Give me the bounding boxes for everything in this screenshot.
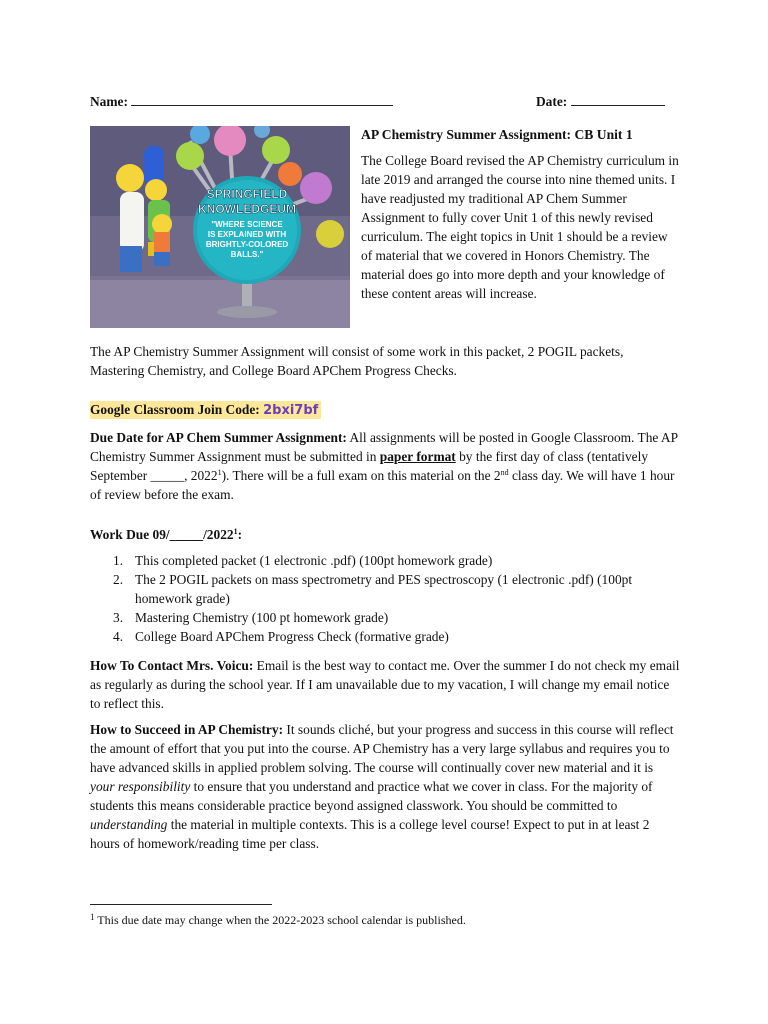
name-field — [90, 92, 393, 111]
due-text-3: ). There will be a full exam on this material on the 2 — [221, 468, 501, 483]
intro-paragraph: The College Board revised the AP Chemistry curriculum in late 2019 and arranged the course into nine themed units. I have readjusted my traditional AP Chem Summer Assignment to fully cover Unit 1 of this newly revised curriculum. The eight topics in Unit 1 should be a review of material that we covered in Honors Chemistry. The material does go into more depth and your knowledge of these content areas will increase. — [361, 153, 679, 301]
list-item — [90, 627, 680, 646]
due-date-label: Due Date for AP Chem Summer Assignment: — [90, 430, 347, 445]
succeed-text-3: the material in multiple contexts. This is a college level course! Expect to put in at least 2 hours of homework/reading time per class. — [90, 817, 650, 851]
work-due-label: Work Due 09/_____/2022 — [90, 527, 234, 542]
due-text-4: class day. We will have 1 hour of review before the exam. — [90, 468, 675, 502]
date-label: Date: — [536, 94, 568, 109]
sign-caption-4: BALLS." — [230, 250, 264, 259]
springfield-knowledgeum-image — [90, 126, 350, 328]
join-code-line — [90, 400, 680, 420]
list-text: Mastering Chemistry (100 pt homework grade) — [135, 610, 389, 625]
list-number: 4. — [113, 629, 124, 644]
succeed-paragraph — [90, 720, 680, 853]
header-fields — [90, 92, 680, 112]
due-date-paragraph — [90, 428, 680, 504]
due-text-2: by the first day of class (tentatively September _____, 2022 — [90, 449, 649, 483]
join-code-value: 2bxi7bf — [263, 403, 319, 418]
date-blank — [571, 92, 665, 106]
footnote-ref: 1 — [217, 468, 222, 477]
work-due-colon: : — [237, 527, 243, 542]
join-code-highlight — [90, 401, 321, 419]
sign-title-1: SPRINGFIELD — [206, 187, 288, 201]
succeed-label: How to Succeed in AP Chemistry: — [90, 722, 284, 737]
consist-paragraph: The AP Chemistry Summer Assignment will consist of some work in this packet, 2 POGIL packets, Mastering Chemistry, and College Board APChem Progress Checks. — [90, 344, 624, 378]
due-text-1: All assignments will be posted in Google Classroom. The AP Chemistry Summer Assignment must be submitted in — [90, 430, 678, 464]
list-item — [90, 570, 680, 608]
footnote-text: This due date may change when the 2022-2023 school calendar is published. — [94, 913, 466, 927]
footnote-mark: 1 — [90, 912, 95, 922]
name-blank — [131, 92, 393, 106]
assignment-title: AP Chemistry Summer Assignment: CB Unit 1 — [361, 127, 633, 142]
ordinal-suffix: nd — [500, 468, 509, 477]
work-due-heading — [90, 525, 680, 544]
sign-caption-3: BRIGHTLY-COLORED — [205, 240, 289, 249]
list-number: 3. — [113, 610, 124, 625]
succeed-text-2: to ensure that you understand and practice what we cover in class. For the majority of students this means considerable practice beyond assigned classwork. You should be committed to — [90, 779, 653, 813]
list-item — [90, 551, 680, 570]
list-item — [90, 608, 680, 627]
sign-caption-2: IS EXPLAINED WITH — [207, 230, 287, 239]
contact-text: Email is the best way to contact me. Over the summer I do not check my email as regularly as during the school year. If I am unavailable due to my vacation, I will change my email notice to reflect this. — [90, 658, 680, 711]
name-label: Name: — [90, 94, 128, 109]
understanding-emphasis: understanding — [90, 817, 168, 832]
list-text: This completed packet (1 electronic .pdf) (100pt homework grade) — [135, 553, 493, 568]
sign-caption-1: "WHERE SCIENCE — [211, 220, 283, 229]
list-text: The 2 POGIL packets on mass spectrometry and PES spectroscopy (1 electronic .pdf) (100pt homework grade) — [135, 572, 633, 606]
task-list — [90, 551, 680, 646]
responsibility-emphasis: your responsibility — [90, 779, 191, 794]
paper-format-text: paper format — [379, 449, 456, 464]
footnote-divider — [90, 904, 272, 905]
intro-section — [361, 126, 681, 303]
list-text: College Board APChem Progress Check (formative grade) — [135, 629, 449, 644]
document-page — [90, 0, 680, 1024]
sign-title-2: KNOWLEDGEUM — [198, 202, 296, 216]
contact-label: How To Contact Mrs. Voicu: — [90, 658, 254, 673]
list-number: 1. — [113, 553, 124, 568]
work-due-footnote-ref: 1 — [233, 527, 238, 536]
date-field — [536, 92, 665, 111]
list-number: 2. — [113, 572, 124, 587]
footnote — [90, 912, 680, 929]
succeed-text-1: It sounds cliché, but your progress and success in this course will reflect the amount of effort that you put into the course. AP Chemistry has a very large syllabus and requires you to have advanced skills in applied problem solving. The course will continually cover new material and it is — [90, 722, 674, 775]
contact-paragraph — [90, 656, 680, 713]
join-code-label: Google Classroom Join Code: — [90, 402, 264, 417]
